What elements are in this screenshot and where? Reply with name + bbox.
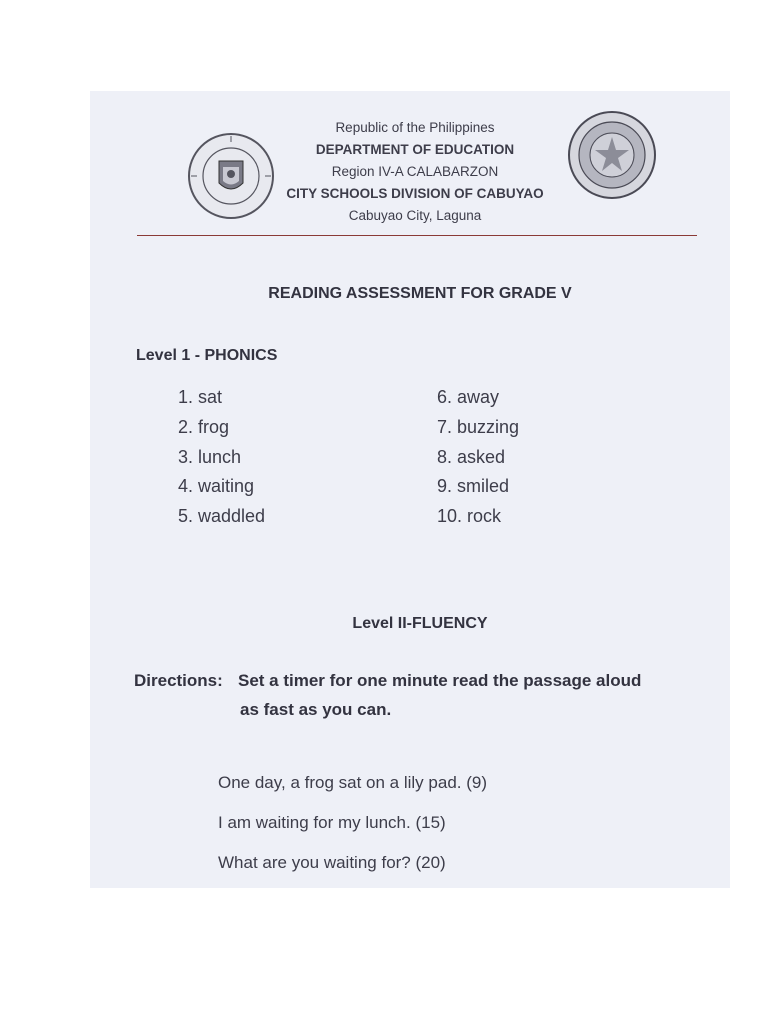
header-line-region: Region IV-A CALABARZON [331, 164, 499, 179]
directions [134, 666, 714, 724]
header-line-republic: Republic of the Philippines [335, 120, 495, 135]
document-sheet [90, 91, 730, 888]
passage-line: What are you waiting for? (20) [218, 853, 446, 872]
letterhead [260, 117, 570, 227]
header-line-department: DEPARTMENT OF EDUCATION [315, 142, 515, 157]
header-divider [137, 235, 697, 236]
phonics-list-left [178, 383, 265, 532]
phonics-word: 2. frog [178, 416, 230, 437]
phonics-list-right [437, 383, 519, 532]
directions-label: Directions: [134, 671, 223, 690]
level1-heading: Level 1 - PHONICS [136, 347, 278, 364]
phonics-word: 10. rock [437, 506, 502, 527]
deped-seal-right [567, 110, 657, 200]
directions-line2: as fast as you can. [240, 700, 392, 719]
phonics-word: 8. asked [437, 446, 506, 467]
header-line-city: Cabuyao City, Laguna [348, 208, 482, 223]
directions-line1: Set a timer for one minute read the passage aloud [238, 671, 642, 690]
phonics-word: 3. lunch [178, 446, 242, 467]
phonics-word: 6. away [437, 387, 500, 407]
fluency-passage [218, 763, 487, 883]
level2-heading: Level II-FLUENCY [352, 615, 488, 632]
passage-line: One day, a frog sat on a lily pad. (9) [218, 773, 487, 792]
passage-line: I am waiting for my lunch. (15) [218, 813, 446, 832]
assessment-title: READING ASSESSMENT FOR GRADE V [268, 285, 572, 302]
phonics-word: 7. buzzing [437, 416, 520, 437]
phonics-word: 4. waiting [178, 476, 255, 497]
phonics-word: 1. sat [178, 387, 223, 407]
header-line-division: CITY SCHOOLS DIVISION OF CABUYAO [286, 186, 544, 201]
phonics-word: 5. waddled [178, 506, 266, 527]
phonics-word: 9. smiled [437, 476, 510, 497]
